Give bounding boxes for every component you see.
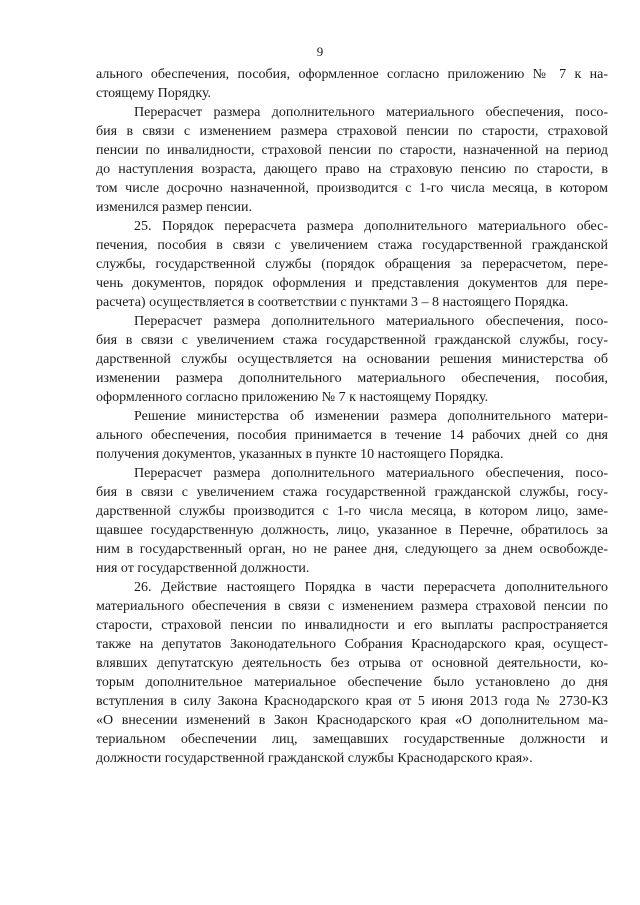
text-line: стоящему Порядку. (96, 86, 212, 101)
text-line: оформленного согласно приложению № 7 к настоящему Порядку. (96, 390, 489, 405)
text-line: ального обеспечения, пособия, оформленное согласно приложению № 7 к на- (96, 67, 608, 82)
text-line: «О внесении изменений в Закон Краснодарского края «О дополнительном ма- (96, 713, 608, 728)
text-line: также на депутатов Законодательного Собрания Краснодарского края, осущест- (96, 637, 608, 652)
paragraph-first-line: Перерасчет размера дополнительного материального обеспечения, посо- (134, 314, 608, 329)
paragraph-first-line: Перерасчет размера дополнительного материального обеспечения, посо- (134, 105, 608, 120)
text-line: чень документов, порядок оформления и представления документов для пере- (96, 276, 608, 291)
text-line: бия в связи с увеличением стажа государственной гражданской службы, госу- (96, 333, 608, 348)
text-line: бия в связи с изменением размера страховой пенсии по старости, страховой (96, 124, 608, 139)
text-line: дарственной службы производится с 1-го числа месяца, в котором лицо, заме- (96, 504, 608, 519)
paragraph-first-line: 26. Действие настоящего Порядка в части перерасчета дополнительного (134, 580, 608, 595)
text-line: печения, пособия в связи с увеличением стажа государственной гражданской (96, 238, 608, 253)
text-line: бия в связи с увеличением стажа государственной гражданской службы, госу- (96, 485, 608, 500)
paragraph-first-line: Решение министерства об изменении размера дополнительного матери- (134, 409, 608, 424)
text-line: изменился размер пенсии. (96, 200, 253, 215)
text-line: вступления в силу Закона Краснодарского края от 5 июня 2013 года № 2730-КЗ (96, 694, 608, 709)
document-body (96, 65, 608, 768)
text-line: должности государственной гражданской службы Краснодарского края». (96, 751, 533, 766)
text-line: торым дополнительное материальное обеспечение было установлено до дня (96, 675, 608, 690)
text-line: териальном обеспечении лиц, замещавших государственные должности и (96, 732, 608, 747)
paragraph-first-line: 25. Порядок перерасчета размера дополнительного материального обес- (134, 219, 608, 234)
text-line: ального обеспечения, пособия принимается в течение 14 рабочих дней со дня (96, 428, 608, 443)
paragraph-first-line: Перерасчет размера дополнительного материального обеспечения, посо- (134, 466, 608, 481)
text-line: ния от государственной должности. (96, 561, 310, 576)
text-line: изменении размера дополнительного материального обеспечения, пособия, (96, 371, 608, 386)
page-number: 9 (316, 44, 324, 59)
text-line: материального обеспечения в связи с изменением размера страховой пенсии по (96, 599, 608, 614)
text-line: дарственной службы осуществляется на основании решения министерства об (96, 352, 608, 367)
text-line: расчета) осуществляется в соответствии с пунктами 3 – 8 настоящего Порядка. (96, 295, 569, 310)
text-line: до наступления возраста, дающего право на страховую пенсию по старости, в (96, 162, 608, 177)
text-line: старости, страховой пенсии по инвалидности и его выплаты распространяется (96, 618, 608, 633)
text-line: щавшее государственную должность, лицо, указанное в Перечне, обратилось за (96, 523, 608, 538)
text-line: том числе досрочно назначенной, производится с 1-го числа месяца, в котором (96, 181, 608, 196)
text-line: ним в государственный орган, но не ранее дня, следующего за днем освобожде- (96, 542, 608, 557)
text-line: службы, государственной службы (порядок обращения за перерасчетом, пере- (96, 257, 608, 272)
text-line: влявших депутатскую деятельность без отрыва от основной деятельности, ко- (96, 656, 608, 671)
text-line: пенсии по инвалидности, страховой пенсии по старости, назначенной на период (96, 143, 608, 158)
text-line: получения документов, указанных в пункте 10 настоящего Порядка. (96, 447, 504, 462)
